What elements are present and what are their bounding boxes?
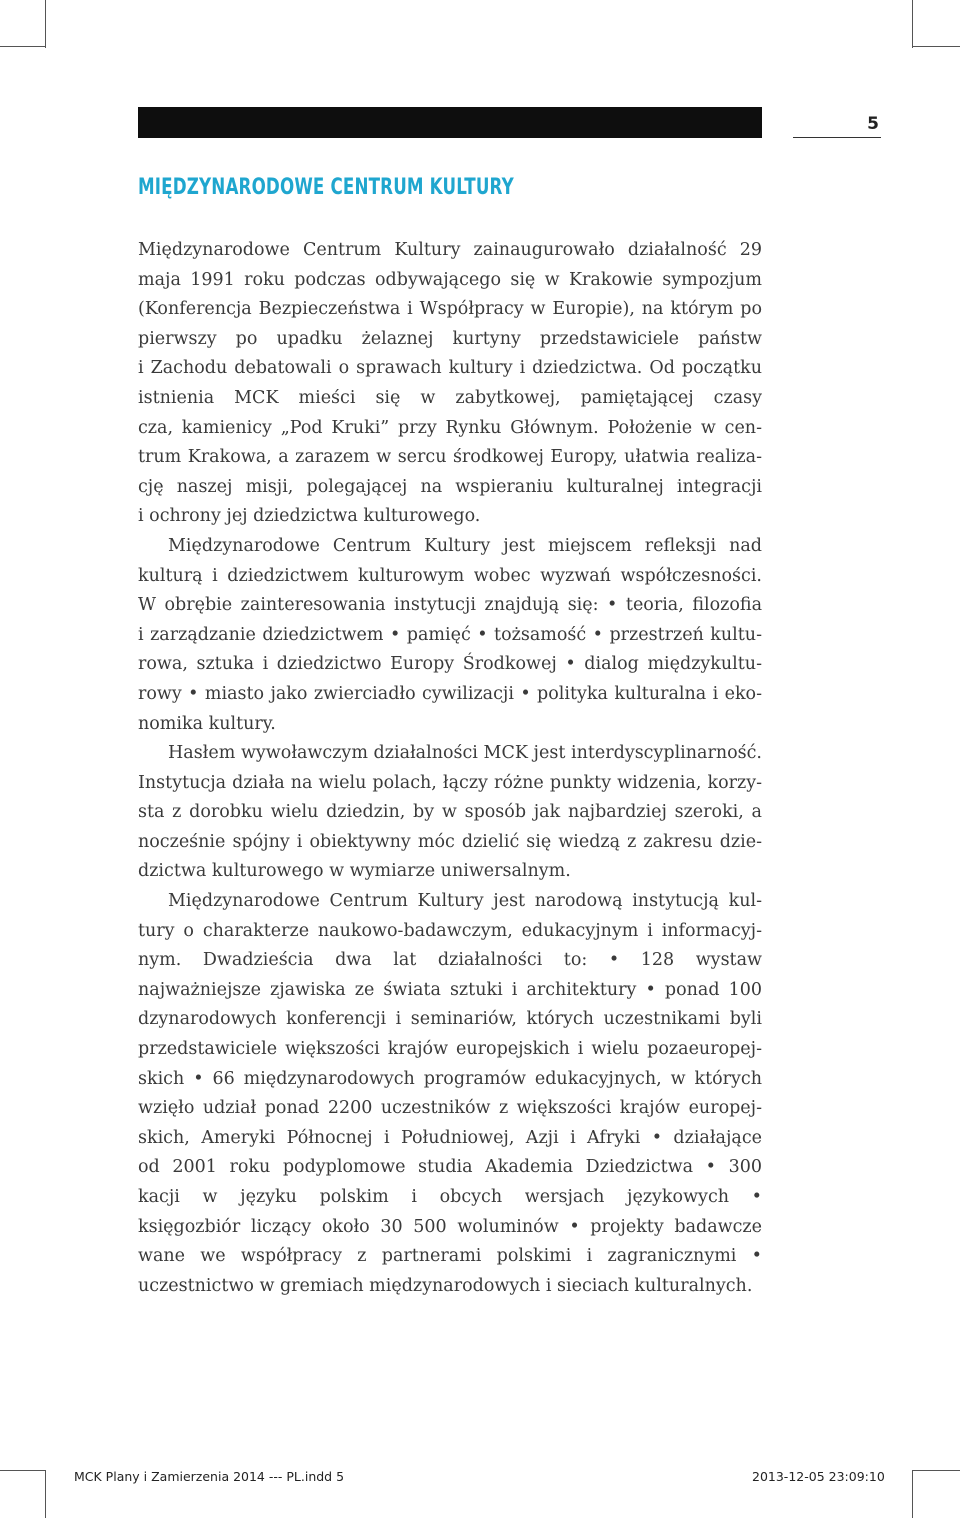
- body-line: pierwszy po upadku żelaznej kurtyny przedstawiciele państw: [138, 328, 762, 349]
- body-line: Instytucja działa na wielu polach, łączy różne punkty widzenia, korzy-: [138, 772, 762, 793]
- body-line: Hasłem wywoławczym działalności MCK jest interdyscyplinarność.: [168, 743, 762, 764]
- crop-mark: [45, 0, 46, 48]
- crop-mark: [45, 1470, 46, 1518]
- body-line: sta z dorobku wielu dziedzin, by w sposób jak najbardziej szeroki, a: [138, 802, 762, 823]
- body-line: rowy • miasto jako zwierciadło cywilizacji • polityka kulturalna i eko-: [138, 683, 762, 704]
- body-line: trum Krakowa, a zarazem w sercu środkowej Europy, ułatwia realiza-: [138, 447, 762, 468]
- crop-mark: [912, 1470, 960, 1471]
- footer-filename: MCK Plany i Zamierzenia 2014 --- PL.indd 5: [74, 1469, 345, 1484]
- crop-mark: [912, 1470, 913, 1518]
- body-text: [138, 236, 762, 1301]
- body-line: Międzynarodowe Centrum Kultury jest narodową instytucją kul-: [168, 891, 762, 912]
- body-line: skich • 66 międzynarodowych programów edukacyjnych, w których: [138, 1068, 762, 1089]
- body-line: i ochrony jej dziedzictwa kulturowego.: [138, 506, 481, 527]
- body-line: nym. Dwadzieścia dwa lat działalności to: • 128 wystaw: [138, 950, 762, 971]
- body-line: kacji w języku polskim i obcych wersjach językowych •: [138, 1187, 762, 1207]
- page-number: 5: [867, 114, 879, 134]
- body-line: kulturą i dziedzictwem kulturowym wobec wyzwań współczesności.: [138, 565, 762, 586]
- body-line: nocześnie spójny i obiektywny móc dzielić się wiedzą z zakresu dzie-: [138, 831, 762, 852]
- body-line: księgozbiór liczący około 30 500 woluminów • projekty badawcze: [138, 1216, 762, 1237]
- body-line: tury o charakterze naukowo-badawczym, edukacyjnym i informacyj-: [138, 920, 762, 941]
- footer-date: 2013-12-05: [752, 1469, 825, 1484]
- footer-timestamp: [752, 1469, 884, 1484]
- body-line: W obrębie zainteresowania instytucji znajdują się: • teoria, filozofia: [138, 595, 762, 616]
- body-line: przedstawiciele większości krajów europejskich i wielu pozaeuropej-: [138, 1039, 762, 1060]
- body-line: skich, Ameryki Północnej i Południowej, Azji i Afryki • działające: [138, 1127, 762, 1148]
- header-bar: [138, 107, 762, 138]
- body-line: nomika kultury.: [138, 713, 276, 734]
- body-line: wzięło udział ponad 2200 uczestników z większości krajów europej-: [138, 1098, 762, 1119]
- body-line: cza, kamienicy „Pod Kruki” przy Rynku Głównym. Położenie w cen-: [138, 417, 762, 438]
- crop-mark: [0, 46, 46, 47]
- body-line: Międzynarodowe Centrum Kultury zainaugurowało działalność 29: [138, 240, 762, 260]
- section-title: MIĘDZYNARODOWE CENTRUM KULTURY: [138, 175, 514, 200]
- body-line: Międzynarodowe Centrum Kultury jest miejscem refleksji nad: [168, 535, 762, 556]
- body-line: cję naszej misji, polegającej na wspieraniu kulturalnej integracji: [138, 476, 762, 497]
- body-line: i Zachodu debatowali o sprawach kultury i dziedzictwa. Od początku: [138, 358, 762, 379]
- crop-mark: [0, 1470, 46, 1471]
- footer-time: 23:09:10: [828, 1469, 885, 1484]
- body-line: dzictwa kulturowego w wymiarze uniwersalnym.: [138, 861, 571, 882]
- body-line: i zarządzanie dziedzictwem • pamięć • tożsamość • przestrzeń kultu-: [138, 624, 762, 645]
- body-line: uczestnictwo w gremiach międzynarodowych i sieciach kulturalnych.: [138, 1275, 753, 1296]
- body-line: maja 1991 roku podczas odbywającego się w Krakowie sympozjum: [138, 269, 762, 290]
- body-line: najważniejsze zjawiska ze świata sztuki i architektury • ponad 100: [138, 979, 762, 1000]
- body-line: rowa, sztuka i dziedzictwo Europy Środkowej • dialog międzykultu-: [138, 654, 762, 675]
- body-line: wane we współpracy z partnerami polskimi i zagranicznymi •: [138, 1246, 762, 1267]
- page-number-rule: [793, 137, 881, 138]
- crop-mark: [912, 0, 913, 48]
- crop-mark: [912, 46, 960, 47]
- body-line: (Konferencja Bezpieczeństwa i Współpracy w Europie), na którym po: [138, 299, 762, 320]
- body-line: istnienia MCK mieści się w zabytkowej, pamiętającej czasy: [138, 387, 762, 408]
- body-line: od 2001 roku podyplomowe studia Akademia Dziedzictwa • 300: [138, 1157, 762, 1178]
- body-line: dzynarodowych konferencji i seminariów, których uczestnikami byli: [138, 1009, 762, 1030]
